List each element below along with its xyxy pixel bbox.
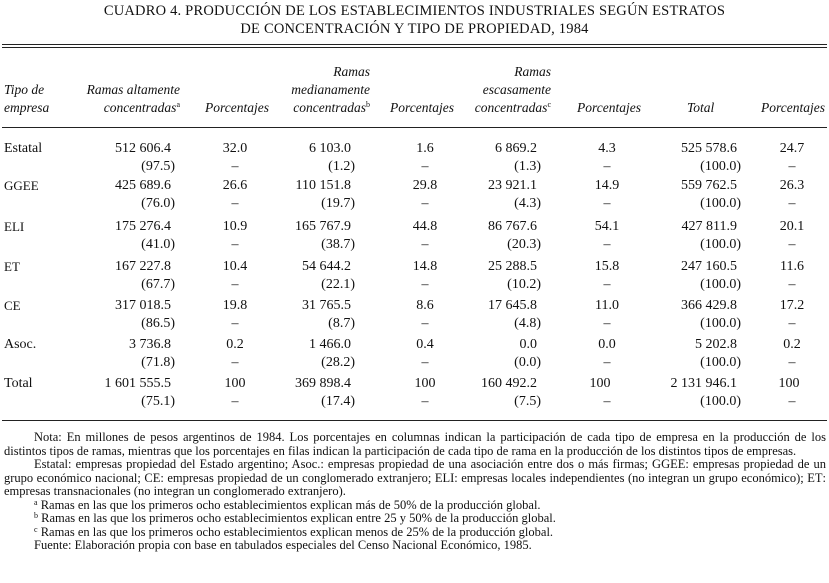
cell-escasa-pct-row: (20.3) [507, 237, 541, 252]
table-notes [4, 431, 826, 553]
header-escasa-line3: concentradas [474, 100, 548, 115]
cell-escasa: 25 288.5 [488, 259, 537, 274]
table-row [0, 140, 829, 176]
cell-pct-escasa: 15.8 [594, 259, 620, 274]
definitions-part-5: : empresas transnacionales (no integran un conglomerado extranjero). [4, 470, 827, 498]
cell-media-pct-row: (19.7) [321, 196, 355, 211]
cell-escasa-pct-row: (4.8) [514, 316, 541, 331]
cell-alta-pct-row: (67.7) [141, 277, 175, 292]
cell-total-pct-row: (100.0) [700, 394, 741, 409]
cell-alta-pct-row: (86.5) [141, 316, 175, 331]
header-media-line1: Ramas [333, 64, 370, 79]
header-media-line2: medianamente [291, 82, 370, 97]
cell-dash: – [788, 277, 796, 292]
abbr-ggee: GGEE [652, 457, 686, 471]
cell-pct-alta: 19.8 [222, 298, 248, 313]
cell-pct-alta: 100 [224, 376, 246, 391]
bottom-rule [2, 420, 827, 421]
row-label: ELI [4, 219, 25, 234]
footnote-c-mark: c [34, 524, 38, 534]
footnote-a [4, 499, 826, 513]
table-row [0, 336, 829, 372]
cell-pct-escasa: 11.0 [595, 298, 619, 313]
table-title [0, 2, 829, 38]
cell-pct-escasa: 14.9 [594, 178, 620, 193]
cell-media: 6 103.0 [309, 141, 351, 156]
cell-dash: – [788, 394, 796, 409]
cell-dash: – [231, 159, 239, 174]
cell-media: 165 767.9 [295, 219, 351, 234]
cell-alta: 512 606.4 [115, 141, 171, 156]
cell-alta: 167 227.8 [115, 259, 171, 274]
cell-total: 5 202.8 [695, 337, 737, 352]
cell-media-pct-row: (38.7) [321, 237, 355, 252]
cell-escasa: 86 767.6 [488, 219, 537, 234]
footnote-mark-b: b [366, 100, 370, 109]
cell-escasa: 0.0 [519, 337, 537, 352]
footnote-mark-c: c [547, 100, 551, 109]
cell-dash: – [421, 394, 429, 409]
cell-media-pct-row: (17.4) [321, 394, 355, 409]
cell-pct-alta: 32.0 [222, 141, 248, 156]
table-row-total [0, 375, 829, 411]
cell-dash: – [421, 355, 429, 370]
footnote-b [4, 512, 826, 526]
cell-alta: 175 276.4 [115, 219, 171, 234]
header-tipo-line1: Tipo de [4, 82, 45, 97]
cell-total: 525 578.6 [681, 141, 737, 156]
cell-pct-media: 44.8 [412, 219, 438, 234]
footnote-a-text: Ramas en las que los primeros ocho establecimientos explican más de 50% de la producción global. [40, 497, 541, 512]
header-escasa-line1: Ramas [514, 64, 551, 79]
header-alta-line2: concentradas [103, 100, 177, 115]
cell-dash: – [603, 277, 611, 292]
cell-pct-alta: 10.4 [222, 259, 248, 274]
cell-media: 31 765.5 [302, 298, 351, 313]
title-line-1: CUADRO 4. PRODUCCIÓN DE LOS ESTABLECIMIENTOS INDUSTRIALES SEGÚN ESTRATOS [103, 3, 726, 19]
note-text: Nota: En millones de pesos argentinos de 1984. Los porcentajes en columnas indican la participación de cada tipo de empresa en la producción de los distintos tipos de ramas, mientras que los porcentajes en filas indican la participación de cada tipo de rama en la producción de los distintos tipos de empresas. [4, 430, 826, 458]
header-pct-escasa: Porcentajes [577, 100, 641, 115]
cell-media: 369 898.4 [295, 376, 351, 391]
cell-alta: 425 689.6 [115, 178, 171, 193]
row-label: Estatal [4, 141, 43, 156]
definitions-part-3: : empresas propiedad de un conglomerado extranjero; [160, 470, 432, 485]
cell-dash: – [603, 237, 611, 252]
cell-pct-escasa: 4.3 [598, 141, 616, 156]
header-escasa-line2: escasamente [482, 82, 551, 97]
header-tipo [4, 81, 49, 117]
header-tipo-line2: empresa [4, 100, 50, 115]
cell-media: 1 466.0 [309, 337, 351, 352]
cell-escasa: 17 645.8 [488, 298, 537, 313]
cell-pct-alta: 10.9 [222, 219, 248, 234]
header-escasa [475, 63, 551, 117]
cell-total: 559 762.5 [681, 178, 737, 193]
cell-pct-media: 100 [414, 376, 436, 391]
cell-alta: 1 601 555.5 [104, 376, 171, 391]
footnote-c [4, 526, 826, 540]
header-alta-line1: Ramas altamente [86, 82, 180, 97]
cell-pct-media: 1.6 [416, 141, 434, 156]
cell-total-pct-row: (100.0) [700, 355, 741, 370]
cell-pct-total: 100 [778, 376, 800, 391]
cell-pct-total: 24.7 [779, 141, 805, 156]
table-row [0, 177, 829, 213]
cell-pct-total: 0.2 [783, 337, 801, 352]
cell-pct-total: 26.3 [779, 178, 805, 193]
footnote-a-mark: a [34, 497, 38, 507]
cell-total: 2 131 946.1 [670, 376, 737, 391]
cell-alta: 3 736.8 [129, 337, 171, 352]
cell-dash: – [603, 394, 611, 409]
cell-pct-alta: 0.2 [226, 337, 244, 352]
header-alta [87, 81, 180, 117]
footnote-b-text: Ramas en las que los primeros ocho establecimientos explican entre 25 y 50% de la producción global. [41, 511, 556, 525]
header-media-line3: concentradas [293, 100, 366, 115]
cell-pct-total: 11.6 [780, 259, 804, 274]
cell-dash: – [421, 277, 429, 292]
cell-pct-media: 8.6 [416, 298, 434, 313]
cell-pct-total: 17.2 [779, 298, 805, 313]
cell-total-pct-row: (100.0) [700, 196, 741, 211]
top-rule [2, 44, 827, 45]
table-row [0, 297, 829, 333]
cell-alta-pct-row: (76.0) [141, 196, 175, 211]
header-total: Total [687, 100, 715, 115]
top-rule-double [2, 47, 827, 48]
definitions-part-4: : empresas locales independientes (no integran un grupo económico); [454, 470, 804, 485]
abbr-et: ET [807, 470, 823, 485]
cell-media: 54 644.2 [302, 259, 351, 274]
cell-total: 366 429.8 [681, 298, 737, 313]
cell-dash: – [421, 159, 429, 174]
cell-escasa: 160 492.2 [481, 376, 537, 391]
cell-alta-pct-row: (75.1) [141, 394, 175, 409]
abbr-ce: CE [144, 470, 161, 485]
cell-dash: – [231, 196, 239, 211]
cell-escasa: 23 921.1 [488, 178, 537, 193]
footnote-b-mark: b [34, 511, 38, 520]
cell-dash: – [231, 237, 239, 252]
cell-alta: 317 018.5 [115, 298, 171, 313]
cell-total: 247 160.5 [681, 259, 737, 274]
row-label: GGEE [4, 178, 39, 193]
header-rule [2, 127, 827, 128]
cell-dash: – [231, 316, 239, 331]
cell-total-pct-row: (100.0) [700, 237, 741, 252]
cell-alta-pct-row: (71.8) [141, 355, 175, 370]
cell-pct-total: 20.1 [779, 219, 805, 234]
footnote-c-text: Ramas en las que los primeros ocho establecimientos explican menos de 25% de la producción global. [40, 524, 554, 539]
cell-total: 427 811.9 [681, 219, 737, 234]
cell-pct-media: 14.8 [412, 259, 438, 274]
cell-escasa-pct-row: (4.3) [514, 196, 541, 211]
cell-dash: – [603, 196, 611, 211]
cell-pct-alta: 26.6 [222, 178, 248, 193]
definitions [4, 458, 826, 499]
cell-dash: – [231, 394, 239, 409]
cell-escasa-pct-row: (0.0) [514, 355, 541, 370]
table-row [0, 258, 829, 294]
cell-dash: – [788, 159, 796, 174]
cell-dash: – [231, 277, 239, 292]
header-pct-media: Porcentajes [390, 100, 454, 115]
cell-alta-pct-row: (41.0) [141, 237, 175, 252]
cell-alta-pct-row: (97.5) [141, 159, 175, 174]
cell-total-pct-row: (100.0) [700, 159, 741, 174]
row-label: Asoc. [4, 337, 37, 352]
cell-dash: – [788, 237, 796, 252]
cell-dash: – [231, 355, 239, 370]
cell-dash: – [421, 237, 429, 252]
cell-pct-escasa: 54.1 [594, 219, 620, 234]
definitions-part-2: : empresas propiedad de un grupo económico nacional; [4, 457, 826, 485]
row-label: Total [4, 376, 33, 391]
cell-total-pct-row: (100.0) [700, 277, 741, 292]
cell-escasa-pct-row: (7.5) [514, 394, 541, 409]
cell-dash: – [603, 159, 611, 174]
title-line-2: DE CONCENTRACIÓN Y TIPO DE PROPIEDAD, 1984 [240, 21, 589, 37]
cell-dash: – [421, 316, 429, 331]
row-label: ET [4, 259, 20, 274]
header-media [291, 63, 370, 117]
cell-dash: – [788, 316, 796, 331]
cell-media-pct-row: (8.7) [328, 316, 355, 331]
cell-media-pct-row: (22.1) [321, 277, 355, 292]
footnote-mark-a: a [176, 100, 180, 109]
cell-total-pct-row: (100.0) [700, 316, 741, 331]
cell-dash: – [603, 355, 611, 370]
cell-pct-media: 29.8 [412, 178, 438, 193]
cell-dash: – [788, 355, 796, 370]
header-pct-total: Porcentajes [761, 100, 825, 115]
definitions-part-1: Estatal: empresas propiedad del Estado argentino; Asoc.: empresas propiedad de una asociación entre dos o más firmas; [34, 457, 648, 471]
abbr-eli: ELI [434, 470, 455, 485]
cell-pct-escasa: 0.0 [598, 337, 616, 352]
cell-escasa: 6 869.2 [495, 141, 537, 156]
source-note: Fuente: Elaboración propia con base en tabulados especiales del Censo Nacional Económico, 1985. [34, 538, 532, 552]
cell-dash: – [603, 316, 611, 331]
row-label: CE [4, 298, 21, 313]
table-row [0, 218, 829, 254]
cell-dash: – [788, 196, 796, 211]
cell-media-pct-row: (1.2) [328, 159, 355, 174]
cell-escasa-pct-row: (10.2) [507, 277, 541, 292]
cell-dash: – [421, 196, 429, 211]
cell-escasa-pct-row: (1.3) [514, 159, 541, 174]
cell-pct-escasa: 100 [589, 376, 611, 391]
cell-pct-media: 0.4 [416, 337, 434, 352]
cell-media-pct-row: (28.2) [321, 355, 355, 370]
cell-media: 110 151.8 [295, 178, 351, 193]
header-pct-alta: Porcentajes [205, 100, 269, 115]
